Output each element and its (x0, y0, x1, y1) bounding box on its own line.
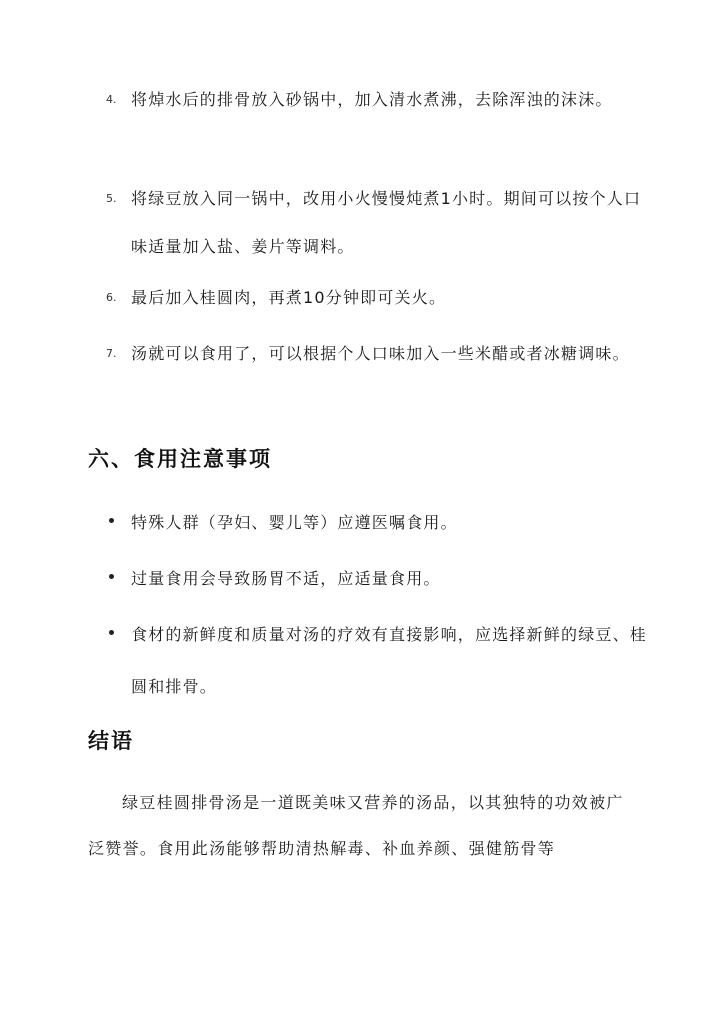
bullet-icon (109, 518, 114, 523)
list-item (88, 497, 648, 549)
step-item (88, 76, 648, 124)
step-text: 最后加入桂圆肉，再煮10分钟即可关火。 (131, 288, 447, 307)
conclusion-paragraph: 绿豆桂圆排骨汤是一道既美味又营养的汤品，以其独特的功效被广泛赞誉。食用此汤能够帮助清热解毒、补血养颜、强健筋骨等 (88, 793, 624, 858)
step-text: 将绿豆放入同一锅中，改用小火慢慢炖煮1小时。期间可以按个人口味适量加入盐、姜片等调料。 (131, 189, 642, 256)
section-heading-conclusion: 结语 (88, 729, 134, 753)
list-item-text: 过量食用会导致肠胃不适，应适量食用。 (131, 569, 441, 588)
step-text: 汤就可以食用了，可以根据个人口味加入一些米醋或者冰糖调味。 (131, 344, 630, 363)
step-number: 5. (106, 192, 117, 205)
list-item (88, 609, 648, 713)
step-item (88, 274, 648, 322)
step-number: 6. (106, 291, 117, 304)
step-item (88, 330, 648, 378)
bullet-icon (109, 630, 114, 635)
section-heading-notes: 六、食用注意事项 (88, 447, 272, 471)
list-item-text: 食材的新鲜度和质量对汤的疗效有直接影响，应选择新鲜的绿豆、桂圆和排骨。 (131, 625, 648, 696)
list-item-text: 特殊人群（孕妇、婴儿等）应遵医嘱食用。 (131, 513, 458, 532)
step-item (88, 175, 648, 271)
step-number: 4. (106, 93, 117, 106)
list-item (88, 553, 648, 605)
step-text: 将焯水后的排骨放入砂锅中，加入清水煮沸，去除浑浊的沫沫。 (131, 90, 613, 109)
step-number: 7. (106, 347, 117, 360)
bullet-icon (109, 574, 114, 579)
